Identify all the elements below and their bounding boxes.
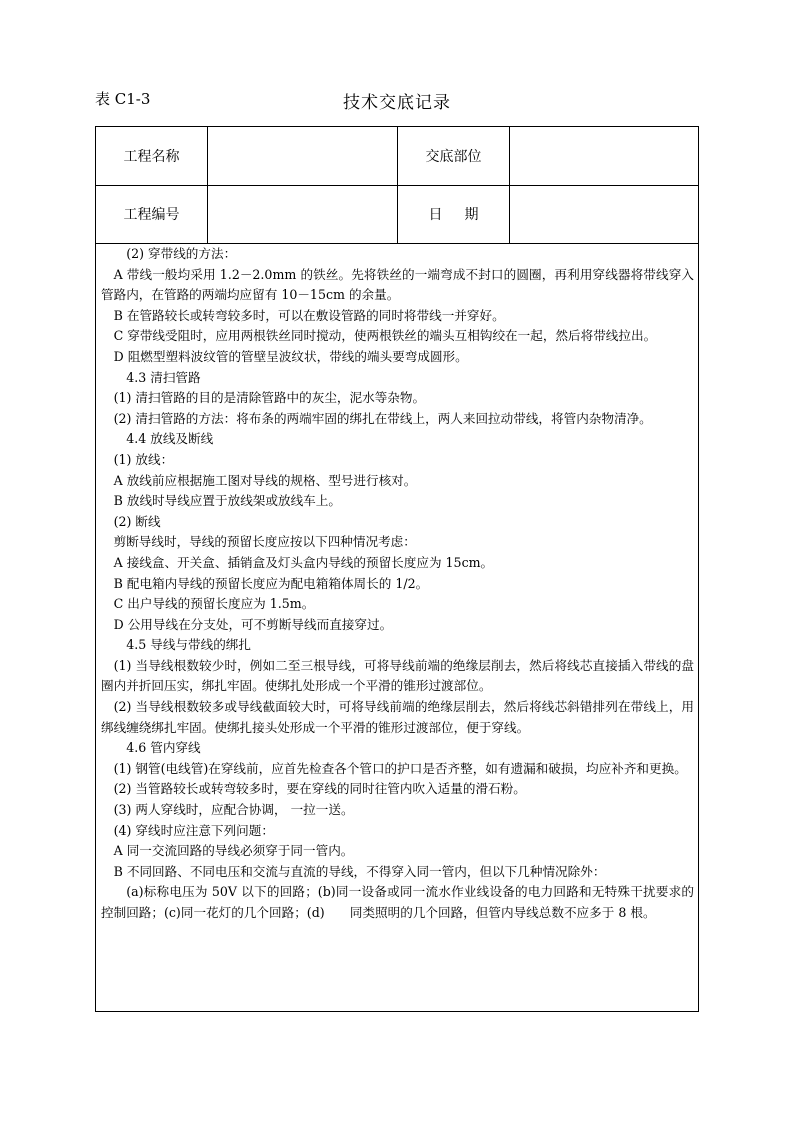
content-paragraph: D 公用导线在分支处，可不剪断导线而直接穿过。 <box>113 616 393 632</box>
date-label: 日期 <box>398 185 510 243</box>
content-paragraph: (2) 断线 <box>113 513 161 529</box>
project-no-field[interactable] <box>208 185 398 243</box>
content-paragraph: B 配电箱内导线的预留长度应为配电箱箱体周长的 1/2。 <box>113 575 429 591</box>
content-paragraph: B 放线时导线应置于放线架或放线车上。 <box>113 493 341 509</box>
content-paragraph: 剪断导线时，导线的预留长度应按以下四种情况考虑： <box>113 534 416 550</box>
location-field[interactable] <box>510 127 698 185</box>
page-title: 技术交底记录 <box>343 93 451 113</box>
info-row-2 <box>96 185 698 244</box>
content-paragraph: B 不同回路、不同电压和交流与直流的导线，不得穿入同一管内，但以下几种情况除外： <box>113 863 606 879</box>
content-paragraph: 4.4 放线及断线 <box>126 431 214 447</box>
content-paragraph: B 在管路较长或转弯较多时，可以在敷设管路的同时将带线一并穿好。 <box>113 307 505 323</box>
content-paragraph: A 接线盒、开关盒、插销盒及灯头盒内导线的预留长度应为 15cm。 <box>113 554 494 570</box>
page-header <box>95 88 699 112</box>
content-paragraph: A 同一交流回路的导线必须穿于同一管内。 <box>113 843 354 859</box>
info-row-1 <box>96 127 698 186</box>
content-paragraph: A 放线前应根据施工图对导线的规格、型号进行核对。 <box>113 472 417 488</box>
content-paragraph: (1) 清扫管路的目的是清除管路中的灰尘，泥水等杂物。 <box>113 390 426 406</box>
form-number: 表 C1-3 <box>95 90 151 108</box>
content-paragraph: A 带线一般均采用 1.2－2.0mm 的铁丝。先将铁丝的一端弯成不封口的圆圈，再利用穿线器将带线穿入管路内，在管路的两端均应留有 10－15cm 的余量。 <box>101 266 694 303</box>
content-paragraph: (3) 两人穿线时，应配合协调， 一拉一送。 <box>113 802 354 818</box>
content-paragraph: (4) 穿线时应注意下列问题： <box>113 822 274 838</box>
content-paragraph: (1) 放线： <box>113 451 174 467</box>
content-paragraph: (2) 穿带线的方法： <box>126 246 237 261</box>
content-paragraph: (2) 当管路较长或转弯较多时，要在穿线的同时往管内吹入适量的滑石粉。 <box>113 781 526 797</box>
content-paragraph: 4.5 导线与带线的绑扎 <box>126 637 251 653</box>
content-paragraph: 4.3 清扫管路 <box>126 369 201 385</box>
content-paragraph: (1) 钢管(电线管)在穿线前，应首先检查各个管口的护口是否齐整，如有遗漏和破损，均应补齐和更换。 <box>113 760 687 776</box>
project-name-label: 工程名称 <box>96 127 208 185</box>
content-paragraph: C 出户导线的预留长度应为 1.5m。 <box>113 596 315 612</box>
project-name-field[interactable] <box>208 127 398 185</box>
content-paragraph: D 阻燃型塑料波纹管的管壁呈波纹状，带线的端头要弯成圆形。 <box>113 348 468 364</box>
content-paragraph: C 穿带线受阻时，应用两根铁丝同时搅动，使两根铁丝的端头互相钩绞在一起，然后将带线拉出。 <box>113 328 657 344</box>
content-paragraph: (a)标称电压为 50V 以下的回路；(b)同一设备或同一流水作业线设备的电力回路和无特殊干扰要求的控制回路；(c)同一花灯的几个回路；(d) 同类照明的几个回路，但管内导线总数不应多于 8 根。 <box>101 884 694 920</box>
content-paragraph: (2) 当导线根数较多或导线截面较大时，可将导线前端的绝缘层削去，然后将线芯斜错排列在带线上，用绑线缠绕绑扎牢固。使绑扎接头处形成一个平滑的锥形过渡部位，便于穿线。 <box>101 699 694 735</box>
date-field[interactable] <box>510 185 698 243</box>
content-paragraph: (2) 清扫管路的方法：将布条的两端牢固的绑扎在带线上，两人来回拉动带线，将管内杂物清净。 <box>113 410 652 426</box>
content-paragraph: (1) 当导线根数较少时，例如二至三根导线，可将导线前端的绝缘层削去，然后将线芯直接插入带线的盘圈内并折回压实，绑扎牢固。使绑扎处形成一个平滑的锥形过渡部位。 <box>101 657 694 694</box>
project-no-label: 工程编号 <box>96 185 208 243</box>
record-form <box>95 126 699 1012</box>
disclosure-content <box>96 244 698 924</box>
location-label: 交底部位 <box>398 127 510 185</box>
content-paragraph: 4.6 管内穿线 <box>126 740 201 756</box>
